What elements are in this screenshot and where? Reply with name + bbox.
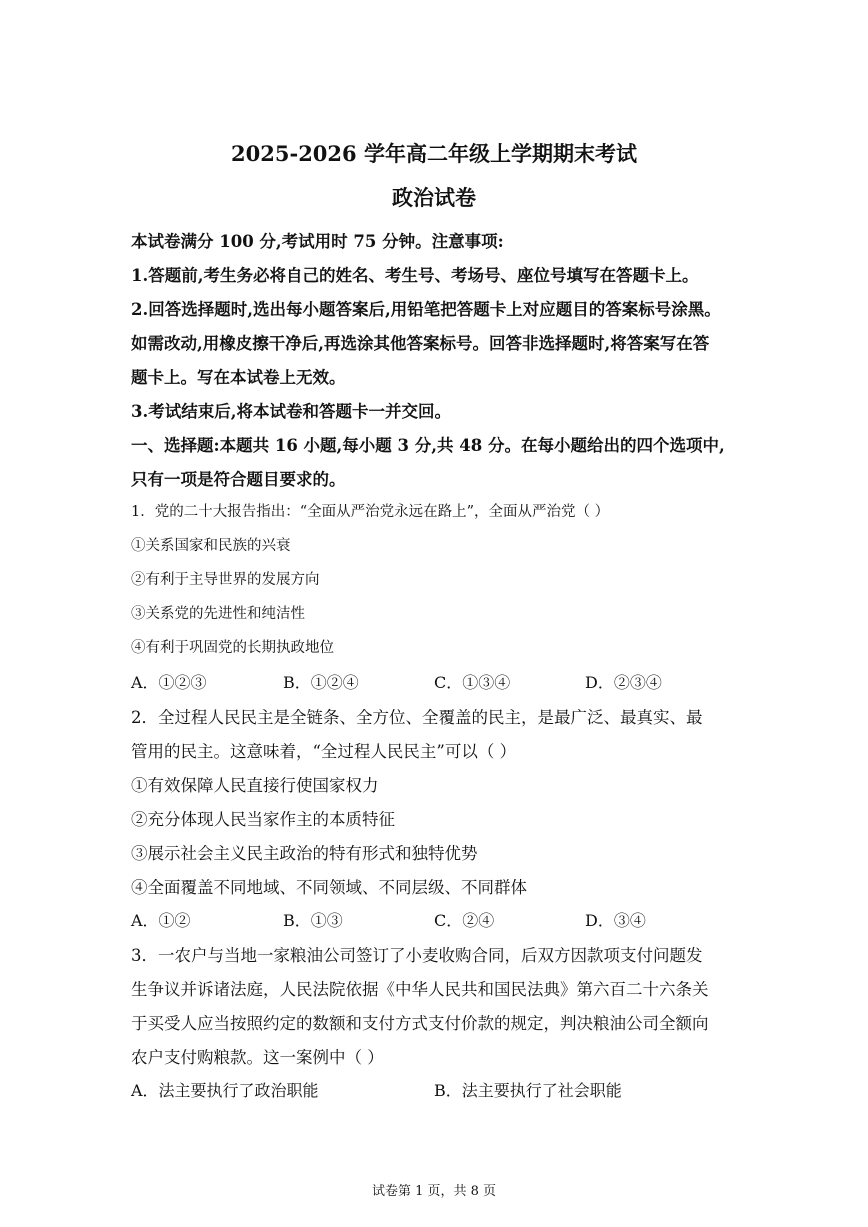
q2-stem: 管用的民主。这意味着，“全过程人民民主”可以（ ） xyxy=(131,742,517,761)
q3-stem: 3．一农户与当地一家粮油公司签订了小麦收购合同，后双方因款项支付问题发 xyxy=(131,946,703,965)
q1-stem: 1．党的二十大报告指出：“全面从严治党永远在路上”，全面从严治党（ ） xyxy=(131,504,610,520)
q2-option-d: D．③④ xyxy=(585,911,646,930)
q3-option-a: A．法主要执行了政治职能 xyxy=(131,1081,319,1100)
q2-option-c: C．②④ xyxy=(434,911,495,930)
section-heading: 一、选择题:本题共 16 小题,每小题 3 分,共 48 分。在每小题给出的四个选项中, xyxy=(131,436,725,455)
q3-stem: 农户支付购粮款。这一案例中（ ） xyxy=(131,1048,384,1067)
q2-item: ③展示社会主义民主政治的特有形式和独特优势 xyxy=(131,844,478,863)
q1-item: ②有利于主导世界的发展方向 xyxy=(131,572,320,588)
q2-stem: 2．全过程人民民主是全链条、全方位、全覆盖的民主，是最广泛、最真实、最 xyxy=(131,708,703,727)
q2-option-a: A．①② xyxy=(131,911,191,930)
notice-line: 本试卷满分 100 分,考试用时 75 分钟。注意事项: xyxy=(131,232,504,251)
notice-line: 题卡上。写在本试卷上无效。 xyxy=(131,368,346,387)
q2-item: ④全面覆盖不同地域、不同领域、不同层级、不同群体 xyxy=(131,878,527,897)
notice-line: 2.回答选择题时,选出每小题答案后,用铅笔把答题卡上对应题目的答案标号涂黑。 xyxy=(131,300,721,319)
q1-option-c: C．①③④ xyxy=(434,673,511,692)
section-heading: 只有一项是符合题目要求的。 xyxy=(131,470,346,489)
q2-item: ②充分体现人民当家作主的本质特征 xyxy=(131,810,395,829)
page-footer: 试卷第 1 页，共 8 页 xyxy=(371,1184,497,1199)
exam-title: 2025-2026 学年高二年级上学期期末考试 xyxy=(231,141,637,166)
q1-item: ①关系国家和民族的兴衰 xyxy=(131,538,291,554)
exam-subtitle: 政治试卷 xyxy=(392,185,476,210)
q1-option-b: B．①②④ xyxy=(283,673,359,692)
q3-option-b: B．法主要执行了社会职能 xyxy=(434,1081,622,1100)
q3-stem: 于买受人应当按照约定的数额和支付方式支付价款的规定，判决粮油公司全额向 xyxy=(131,1014,709,1033)
notice-line: 如需改动,用橡皮擦干净后,再选涂其他答案标号。回答非选择题时,将答案写在答 xyxy=(131,334,710,353)
q3-stem: 生争议并诉诸法庭，人民法院依据《中华人民共和国民法典》第六百二十六条关 xyxy=(131,980,709,999)
q1-option-d: D．②③④ xyxy=(585,673,662,692)
q2-item: ①有效保障人民直接行使国家权力 xyxy=(131,776,379,795)
notice-line: 1.答题前,考生务必将自己的姓名、考生号、考场号、座位号填写在答题卡上。 xyxy=(131,266,699,285)
notice-line: 3.考试结束后,将本试卷和答题卡一并交回。 xyxy=(131,402,451,421)
q1-item: ④有利于巩固党的长期执政地位 xyxy=(131,640,334,656)
q1-item: ③关系党的先进性和纯洁性 xyxy=(131,606,305,622)
q2-option-b: B．①③ xyxy=(283,911,343,930)
q1-option-a: A．①②③ xyxy=(131,673,207,692)
